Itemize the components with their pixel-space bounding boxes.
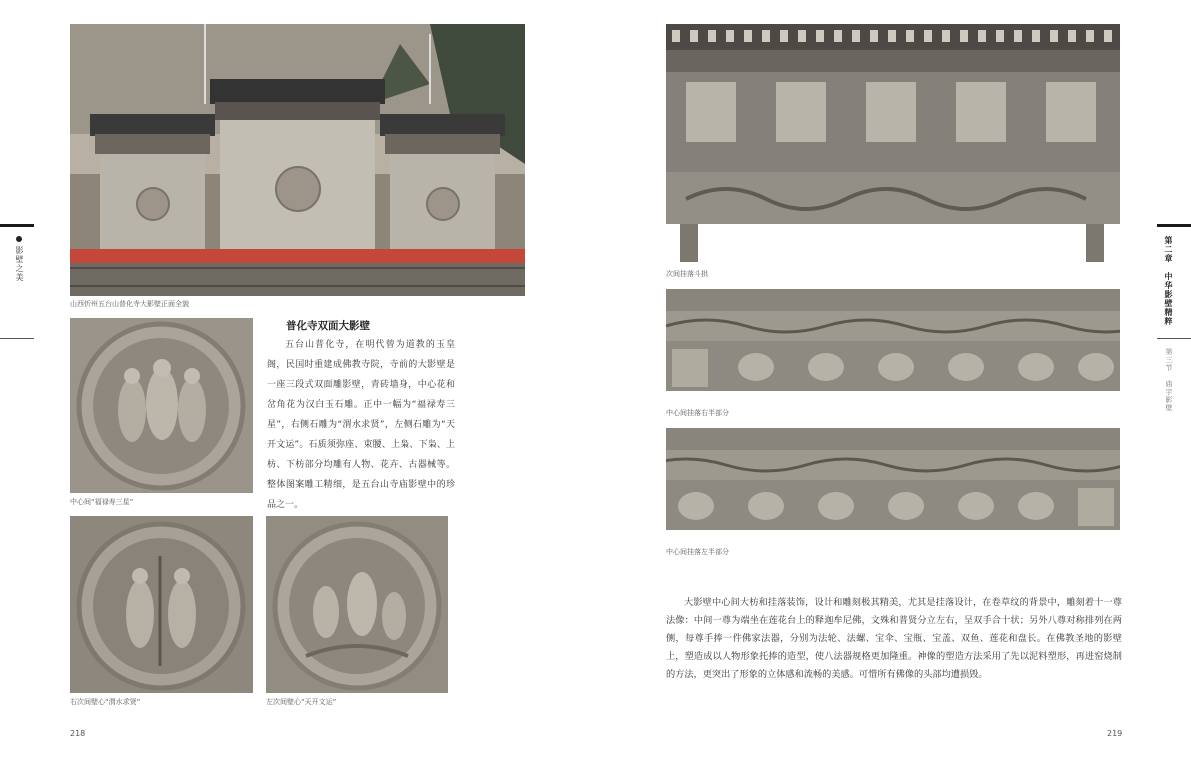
caption-wall-full: 山西忻州五台山普化寺大影壁正面全貌: [70, 300, 189, 308]
left-margin-bullet: [16, 236, 22, 242]
right-margin-chapter: 第二章 中华影壁精粹: [1164, 236, 1173, 326]
right-margin-rule-top: [1157, 224, 1191, 227]
center-left-half-photo: [666, 428, 1120, 541]
center-right-half-photo: [666, 289, 1120, 402]
left-margin-rule-bottom: [0, 338, 34, 339]
lower-body-text: 大影壁中心间大枋和挂落装饰，设计和雕刻极其精美，尤其是挂落设计，在卷草纹的背景中，雕刻着十一尊法像：中间一尊为端坐在莲花台上的释迦牟尼佛，文殊和普贤分立左右，呈双手合十状；另外八尊对称排列在两侧，每尊手捧一件佛家法器，分别为法轮、法螺、宝伞、宝瓶、宝盖、双鱼、莲花和盘长。在佛教圣地的影壁上，塑造成以人物形象托捧的造型，使八法器规格更加隆重。神像的塑造方法采用了先以泥料塑形，再进窑烧制的方法，更突出了形象的立体感和流畅的美感。可惜所有佛像的头部均遭损毁。: [666, 597, 1122, 680]
right-margin-section: 第三节 庙宇影壁: [1165, 348, 1173, 412]
page-number-right: 219: [1107, 729, 1123, 738]
left-medallion-photo: [266, 516, 448, 693]
caption-left-medallion: 左次间壁心“天开文运”: [266, 698, 337, 706]
article-title: 普化寺双面大影壁: [286, 320, 370, 332]
left-margin-rule-top: [0, 224, 34, 227]
right-medallion-photo: [70, 516, 253, 693]
caption-center-right-half: 中心间挂落右半部分: [666, 409, 729, 417]
side-bracket-photo: [666, 24, 1120, 264]
page-number-left: 218: [70, 729, 86, 738]
caption-center-left-half: 中心间挂落左半部分: [666, 548, 729, 556]
caption-center-medallion: 中心间“福禄寿三星”: [70, 498, 134, 506]
left-margin-book-title: 影壁之美: [15, 246, 24, 282]
caption-side-bracket: 次间挂落斗拱: [666, 270, 708, 278]
right-margin-rule-bottom: [1157, 338, 1191, 339]
article-body: 五台山普化寺，在明代曾为道教的玉皇阁，民国时重建成佛教寺院，寺前的大影壁是一座三段式双面雕影壁，青砖墙身，中心花和岔角花为汉白玉石雕。正中一幅为“福禄寿三星”，右侧石雕为“渭水求贤”，左侧石雕为“天开文运”。石质须弥座、束腰、上枭、下枭、上枋、下枋部分均雕有人物、花卉、古器械等。整体图案雕工精细，是五台山寺庙影壁中的珍品之一。: [267, 340, 455, 510]
caption-right-medallion: 右次间壁心“渭水求贤”: [70, 698, 141, 706]
wall-full-photo: [70, 24, 525, 296]
center-medallion-photo: [70, 318, 253, 493]
